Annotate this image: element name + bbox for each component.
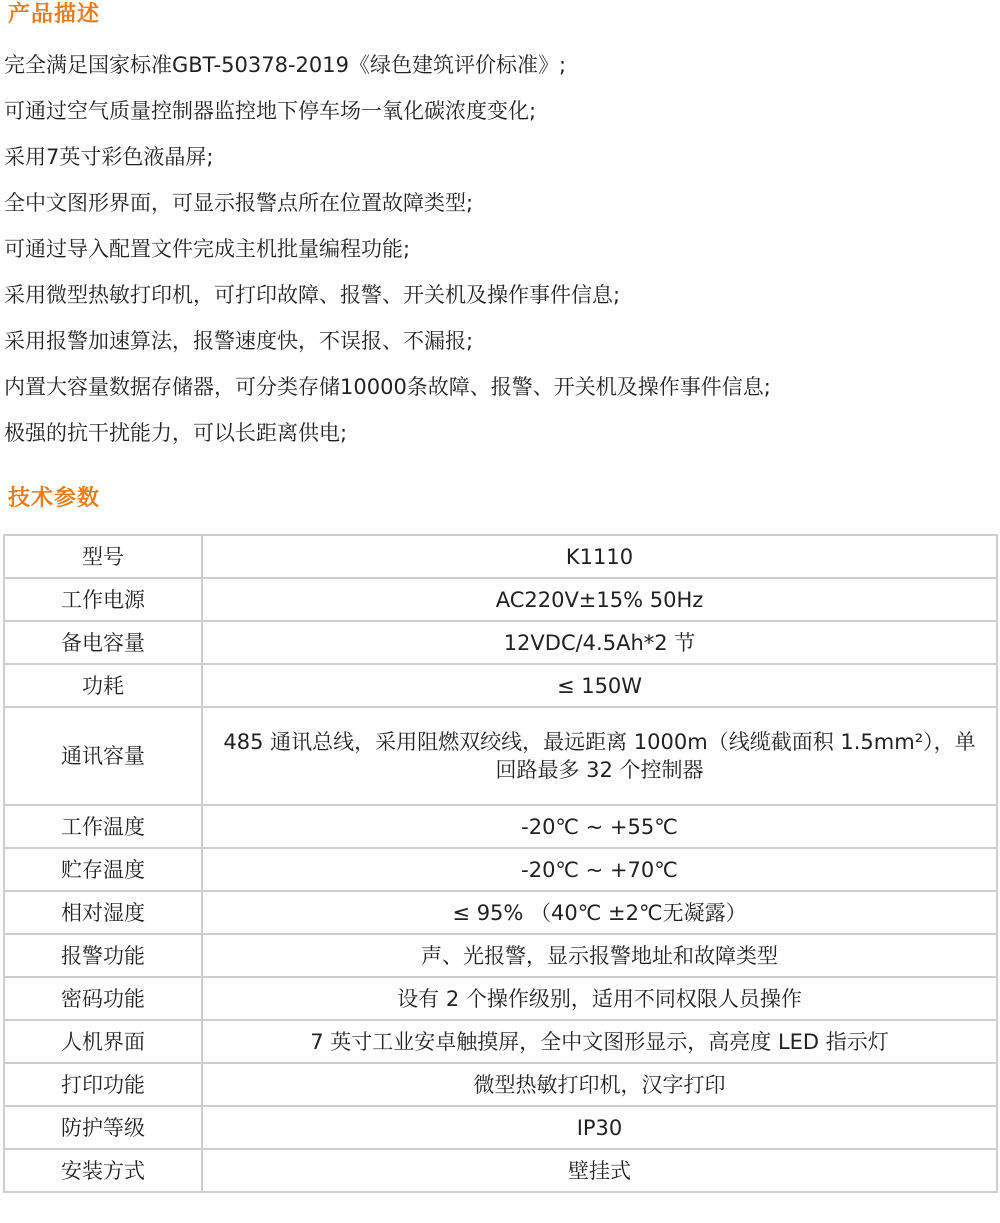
param-value: IP30 (202, 1106, 997, 1149)
table-row (4, 664, 997, 707)
description-item: 采用微型热敏打印机，可打印故障、报警、开关机及操作事件信息; (4, 283, 621, 307)
table-row (4, 578, 997, 621)
table-row (4, 805, 997, 848)
description-item: 可通过导入配置文件完成主机批量编程功能; (4, 237, 411, 261)
table-row (4, 1063, 997, 1106)
description-item: 内置大容量数据存储器，可分类存储10000条故障、报警、开关机及操作事件信息; (4, 375, 771, 399)
table-row (4, 1020, 997, 1063)
table-row (4, 1106, 997, 1149)
param-key: 通讯容量 (4, 707, 202, 805)
param-value: ≤ 95% （40℃ ±2℃无凝露） (202, 891, 997, 934)
product-description-title: 产品描述 (8, 2, 101, 27)
product-description-list (4, 42, 771, 456)
param-key: 备电容量 (4, 621, 202, 664)
param-key: 防护等级 (4, 1106, 202, 1149)
param-value: AC220V±15% 50Hz (202, 578, 997, 621)
param-key: 安装方式 (4, 1149, 202, 1192)
table-row (4, 1149, 997, 1192)
param-key: 相对湿度 (4, 891, 202, 934)
param-value: 壁挂式 (202, 1149, 997, 1192)
param-value: -20℃ ~ +55℃ (202, 805, 997, 848)
param-value: 485 通讯总线，采用阻燃双绞线，最远距离 1000m（线缆截面积 1.5mm²），单回路最多 32 个控制器 (202, 707, 997, 805)
param-key: 人机界面 (4, 1020, 202, 1063)
description-item: 可通过空气质量控制器监控地下停车场一氧化碳浓度变化; (4, 99, 537, 123)
param-value: 7 英寸工业安卓触摸屏，全中文图形显示，高亮度 LED 指示灯 (202, 1020, 997, 1063)
param-key: 密码功能 (4, 977, 202, 1020)
param-value: -20℃ ~ +70℃ (202, 848, 997, 891)
param-value: 12VDC/4.5Ah*2 节 (202, 621, 997, 664)
param-value: ≤ 150W (202, 664, 997, 707)
param-key: 打印功能 (4, 1063, 202, 1106)
table-row (4, 977, 997, 1020)
table-row (4, 848, 997, 891)
param-key: 功耗 (4, 664, 202, 707)
param-value: K1110 (202, 535, 997, 578)
description-item: 全中文图形界面，可显示报警点所在位置故障类型; (4, 191, 474, 215)
param-key: 工作温度 (4, 805, 202, 848)
param-key: 报警功能 (4, 934, 202, 977)
param-value: 声、光报警，显示报警地址和故障类型 (202, 934, 997, 977)
param-value: 设有 2 个操作级别，适用不同权限人员操作 (202, 977, 997, 1020)
table-row (4, 535, 997, 578)
description-item: 完全满足国家标准GBT-50378-2019《绿色建筑评价标准》; (4, 53, 567, 77)
description-item: 采用7英寸彩色液晶屏; (4, 145, 214, 169)
table-row (4, 934, 997, 977)
description-item: 采用报警加速算法，报警速度快，不误报、不漏报; (4, 329, 474, 353)
table-row (4, 621, 997, 664)
technical-params-title: 技术参数 (8, 486, 101, 511)
param-key: 型号 (4, 535, 202, 578)
description-item: 极强的抗干扰能力，可以长距离供电; (4, 421, 348, 445)
table-row (4, 707, 997, 805)
technical-params-table (3, 534, 998, 1193)
param-key: 贮存温度 (4, 848, 202, 891)
table-row (4, 891, 997, 934)
param-value: 微型热敏打印机，汉字打印 (202, 1063, 997, 1106)
param-key: 工作电源 (4, 578, 202, 621)
